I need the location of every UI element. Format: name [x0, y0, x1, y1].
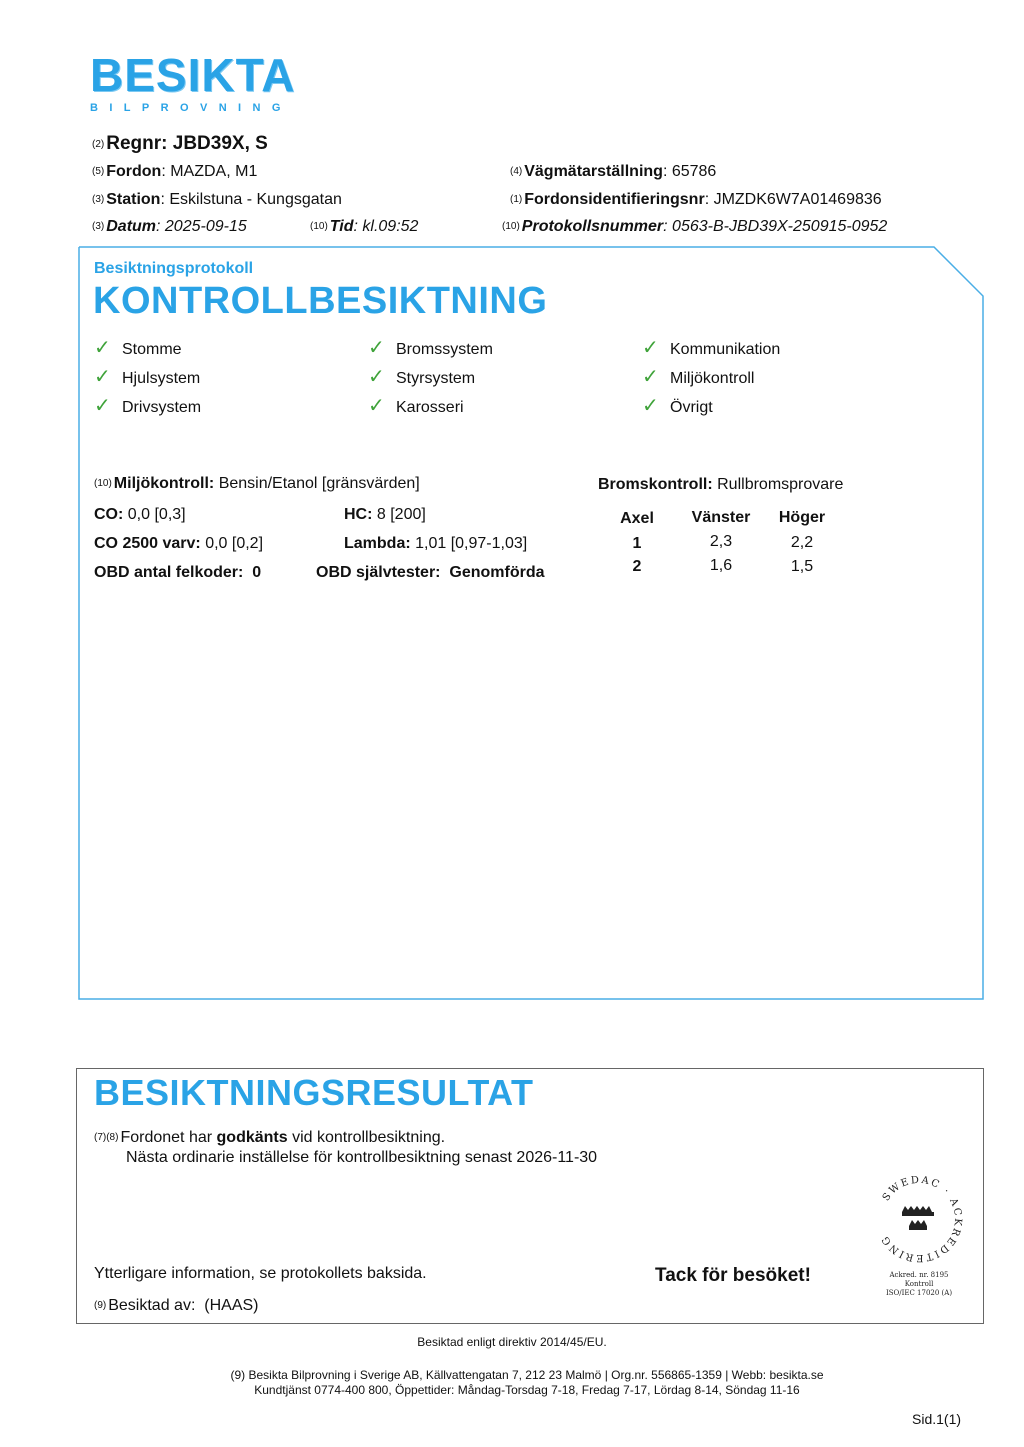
result-title: BESIKTNINGSRESULTAT [94, 1072, 534, 1113]
check-item: ✓ Bromssystem [368, 337, 493, 359]
brake-col-vanster: Vänster [691, 509, 751, 526]
regnr-value: JBD39X, S [172, 133, 268, 154]
next-inspection: Nästa ordinarie inställelse för kontrollbesiktning senast 2026-11-30 [126, 1149, 598, 1166]
station-label: Station [106, 191, 161, 208]
seal-ring-text: SWEDAC · ACKREDITERING [879, 1174, 964, 1264]
besikta-logo [90, 49, 296, 114]
obd-fault-codes: OBD antal felkoder: 0 [94, 564, 262, 581]
brake-header: Bromskontroll: Rullbromsprovare [598, 476, 844, 493]
co-measure: CO: 0,0 [0,3] [94, 506, 186, 523]
checkmark-icon: ✓ [368, 366, 385, 388]
brake-cell: 1,6 [709, 557, 733, 574]
brake-cell: 2,3 [709, 533, 733, 550]
brake-cell: 2,2 [790, 534, 814, 551]
station-field: $^{(3)}$ Station: Eskilstuna - Kungsgatan [92, 191, 342, 208]
check-item: ✓ Övrigt [642, 395, 713, 417]
check-item: ✓ Styrsystem [368, 366, 476, 388]
protokoll-field: $^{(10)}$ Protokollsnummer: 0563-B-JBD39X-250915-0952 [502, 218, 888, 235]
protocol-box [78, 246, 984, 1000]
page-number: Sid.1(1) [912, 1411, 962, 1427]
logo-subtitle: BILPROVNING [90, 102, 292, 114]
fordon-value: MAZDA, M1 [170, 163, 258, 180]
checkmark-icon: ✓ [642, 337, 659, 359]
checkmark-icon: ✓ [642, 366, 659, 388]
protokoll-label: Protokollsnummer [521, 218, 664, 235]
tid-label: Tid [329, 218, 354, 235]
fordonsid-label: Fordonsidentifieringsnr [524, 191, 705, 208]
result-status: $^{(7)(8)}$ Fordonet har godkänts vid kontrollbesiktning. [94, 1129, 446, 1146]
vagmatar-value: 65786 [671, 163, 717, 180]
regnr-label: Regnr [106, 133, 162, 154]
lambda-measure: Lambda: 1,01 [0,97-1,03] [344, 535, 528, 552]
svg-text:SWEDAC · ACKREDITERING [879, 1175, 963, 1263]
vagmatar-label: Vägmätarställning [524, 163, 663, 180]
station-value: Eskilstuna - Kungsgatan [169, 191, 342, 208]
logo-wordmark: BESIKTA [90, 49, 296, 101]
brake-col-axel: Axel [620, 510, 654, 527]
checkmark-icon: ✓ [94, 366, 111, 388]
vagmatar-field: $^{(4)}$ Vägmätarställning: 65786 [510, 163, 717, 180]
approved-word: godkänts [216, 1129, 288, 1146]
protokoll-value: 0563-B-JBD39X-250915-0952 [672, 218, 888, 235]
checkmark-icon: ✓ [368, 337, 385, 359]
brake-cell: 2 [632, 558, 642, 575]
thanks-text: Tack för besöket! [655, 1265, 811, 1286]
checkmark-icon: ✓ [368, 395, 385, 417]
seal-line1: Ackred. nr. 8195 [889, 1271, 949, 1279]
swedac-seal [872, 1172, 966, 1300]
check-item: ✓ Stomme [94, 337, 182, 359]
datum-value: 2025-09-15 [164, 218, 247, 235]
check-item: ✓ Hjulsystem [94, 366, 201, 388]
checkmark-icon: ✓ [94, 395, 111, 417]
checkmark-icon: ✓ [94, 337, 111, 359]
customer-service-info: Kundtjänst 0774-400 800, Öppettider: Måndag-Torsdag 7-18, Fredag 7-17, Lördag 8-14, Söndag 11-16 [254, 1383, 800, 1397]
check-item: ✓ Miljökontroll [642, 366, 755, 388]
fordon-label: Fordon [106, 163, 162, 180]
datum-field: $^{(3)}$ Datum: 2025-09-15 [92, 218, 247, 235]
fordonsid-value: JMZDK6W7A01469836 [713, 191, 882, 208]
protocol-title: KONTROLLBESIKTNING [93, 280, 548, 322]
company-info: (9) Besikta Bilprovning i Sverige AB, Källvattengatan 7, 212 23 Malmö | Org.nr. 556865-1359 | Webb: besikta.se [230, 1368, 824, 1382]
regnr-field: $^{(2)}$ Regnr: JBD39X, S [92, 133, 268, 154]
fordon-field: $^{(5)}$ Fordon: MAZDA, M1 [92, 163, 258, 180]
brake-cell: 1 [632, 535, 642, 552]
checkmark-icon: ✓ [642, 395, 659, 417]
brake-cell: 1,5 [790, 558, 814, 575]
check-item: ✓ Karosseri [368, 395, 464, 417]
protocol-subtitle: Besiktningsprotokoll [94, 260, 254, 277]
check-item: ✓ Drivsystem [94, 395, 202, 417]
check-item: ✓ Kommunikation [642, 337, 781, 359]
datum-label: Datum [106, 218, 157, 235]
obd-self-tests: OBD självtester: Genomförda [316, 564, 545, 581]
tid-field: $^{(10)}$ Tid: kl.09:52 [310, 218, 419, 235]
hc-measure: HC: 8 [200] [344, 506, 426, 523]
brake-col-hoger: Höger [778, 509, 826, 526]
more-info: Ytterligare information, se protokollets baksida. [94, 1265, 427, 1282]
swedac-crown-icon [872, 1172, 966, 1266]
co2500-measure: CO 2500 varv: 0,0 [0,2] [94, 535, 264, 552]
directive-note: Besiktad enligt direktiv 2014/45/EU. [417, 1335, 607, 1349]
emission-header: $^{(10)}$ Miljökontroll: Bensin/Etanol [gränsvärden] [94, 475, 420, 492]
inspector: $^{(9)}$ Besiktad av: (HAAS) [94, 1297, 259, 1314]
seal-line2: Kontroll [904, 1280, 934, 1288]
fordonsid-field: $^{(1)}$ Fordonsidentifieringsnr: JMZDK6W7A01469836 [510, 191, 882, 208]
tid-value: kl.09:52 [362, 218, 419, 235]
seal-line3: ISO/IEC 17020 (A) [885, 1289, 953, 1297]
